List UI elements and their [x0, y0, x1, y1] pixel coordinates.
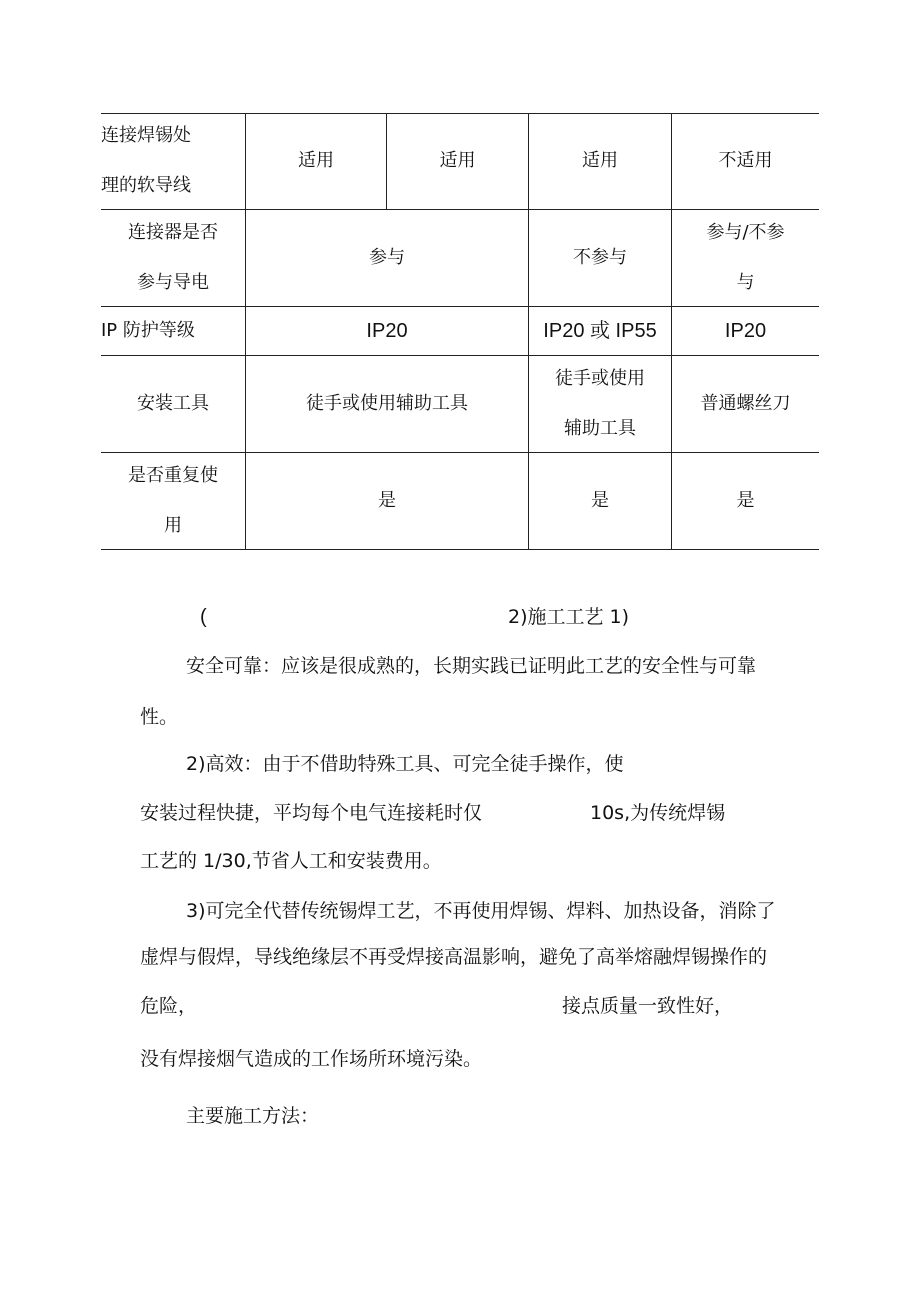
table-cell: 是: [591, 490, 609, 511]
table-cell: 是: [736, 490, 755, 511]
row-label: 是否重复使 用: [128, 465, 218, 536]
table-cell: 徒手或使用辅助工具: [306, 393, 468, 414]
paragraph-efficiency-line2b: 10s,为传统焊锡: [590, 802, 726, 824]
table-cell: 适用: [298, 150, 334, 171]
paragraph-safety-line2: 性。: [140, 706, 179, 728]
table-cell: IP20: [724, 320, 767, 342]
table-cell: 徒手或使用 辅助工具: [555, 368, 645, 439]
paragraph-replace-line4: 没有焊接烟气造成的工作场所环境污染。: [140, 1048, 483, 1070]
paragraph-replace-line2: 虚焊与假焊，导线绝缘层不再受焊接高温影响，避免了高举熔融焊锡操作的: [140, 946, 768, 968]
comparison-table: [0, 0, 920, 560]
table-cell: 适用: [439, 150, 476, 171]
table-cell: IP20: [366, 320, 408, 342]
paragraph-efficiency-line2a: 安装过程快捷，平均每个电气连接耗时仅: [140, 802, 483, 824]
paragraph-efficiency-line1: 2)高效：由于不借助特殊工具、可完全徒手操作，使: [186, 753, 624, 775]
table-cell: 不参与: [573, 247, 627, 268]
table-cell: 适用: [582, 150, 618, 171]
paragraph-replace-line3b: 接点质量一致性好，: [562, 995, 734, 1017]
paragraph-efficiency-line3: 工艺的 1/30,节省人工和安装费用。: [140, 850, 442, 872]
paragraph-safety-line1: 安全可靠：应该是很成熟的，长期实践已证明此工艺的安全性与可靠: [186, 655, 757, 677]
table-cell: 是: [378, 490, 396, 511]
heading-open-paren: (: [200, 606, 207, 628]
row-label: 连接器是否 参与导电: [128, 222, 218, 293]
paragraph-replace-line3a: 危险，: [140, 995, 198, 1017]
table-cell: 参与: [369, 247, 405, 268]
table-cell: IP20 或 IP55: [543, 320, 657, 342]
row-label: IP 防护等级: [101, 320, 195, 341]
table-cell: 不适用: [718, 150, 773, 171]
main-methods-heading: 主要施工方法：: [186, 1105, 320, 1127]
row-label: 安装工具: [137, 393, 209, 414]
section-heading: 2)施工工艺 1): [508, 606, 630, 628]
table-cell: 普通螺丝刀: [700, 393, 791, 414]
row-label: 连接焊锡处 理的软导线: [101, 125, 191, 196]
paragraph-replace-line1: 3)可完全代替传统锡焊工艺，不再使用焊锡、焊料、加热设备，消除了: [186, 900, 776, 922]
table-cell: 参与/不参 与: [706, 222, 785, 293]
